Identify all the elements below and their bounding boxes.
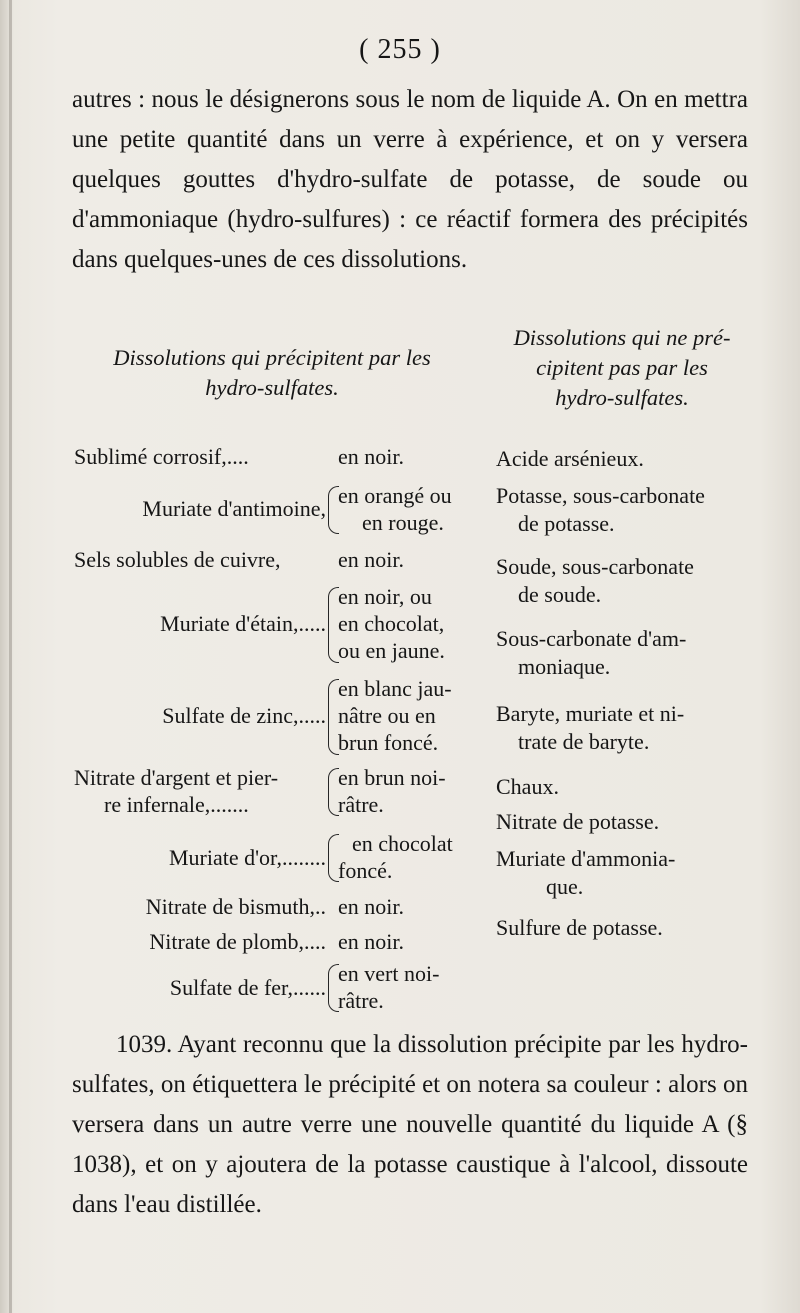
substance-label: Sulfate de fer,......: [169, 975, 326, 1000]
item-line: moniaque.: [518, 654, 611, 679]
substance-label: Sublimé corrosif,....: [74, 444, 249, 469]
non-precipitate-item: [496, 773, 756, 801]
precipitate-colour: [338, 764, 488, 818]
substance-label: [74, 764, 326, 818]
precipitate-colour: [338, 830, 488, 884]
item-line: trate de baryte.: [518, 729, 650, 754]
right-heading-line: cipitent pas par les: [536, 355, 708, 380]
substance-label: Muriate d'or,........: [168, 845, 326, 870]
result-line: râtre.: [338, 792, 384, 817]
item-line: Nitrate de potasse.: [496, 809, 660, 834]
result-line: en brun noi-: [338, 765, 446, 790]
result-line: foncé.: [338, 858, 393, 883]
non-precipitate-item: [496, 808, 756, 836]
item-line: de soude.: [518, 582, 602, 607]
left-heading-line: hydro-sulfates.: [205, 375, 339, 400]
result-line: ou en jaune.: [338, 638, 445, 663]
item-line: Chaux.: [496, 774, 559, 799]
item-line: Sous-carbonate d'am-: [496, 626, 687, 651]
result-line: en noir, ou: [338, 584, 432, 609]
item-line: Baryte, muriate et ni-: [496, 701, 685, 726]
substance-label: Sulfate de zinc,.....: [162, 703, 326, 728]
right-heading-line: Dissolutions qui ne pré-: [513, 325, 731, 350]
result-line: en chocolat: [352, 831, 453, 856]
left-column-heading: [62, 343, 482, 403]
substance-label: Muriate d'étain,.....: [160, 611, 326, 636]
non-precipitate-item: [496, 482, 756, 538]
substance-label: Nitrate de bismuth,..: [145, 894, 326, 919]
item-line: que.: [546, 874, 584, 899]
precipitate-colour: en noir.: [338, 894, 404, 919]
page-number: ( 255 ): [359, 34, 441, 65]
non-precipitate-item: [496, 845, 756, 901]
precipitate-colour: en noir.: [338, 444, 404, 469]
result-line: en chocolat,: [338, 611, 445, 636]
right-column-heading: [488, 323, 756, 413]
precipitate-colour: en noir.: [338, 929, 404, 954]
section-1039-paragraph: 1039. Ayant reconnu que la dissolution précipite par les hydro-sulfates, on étiquettera le précipité et on notera sa couleur : alors on versera dans un autre verre une nouvelle quantité du liquide A (§ 1038), et on y ajoutera de la potasse caustique à l'alcool, dissoute dans l'eau distillée.: [72, 1031, 748, 1218]
non-precipitate-item: [496, 553, 756, 609]
result-line: nâtre ou en: [338, 703, 436, 728]
left-heading-line: Dissolutions qui précipitent par les: [113, 345, 431, 370]
item-line: Potasse, sous-carbonate: [496, 483, 705, 508]
non-precipitate-item: [496, 914, 756, 942]
item-line: Muriate d'ammonia-: [496, 846, 676, 871]
substance-line: Nitrate d'argent et pier-: [74, 765, 279, 790]
item-line: Soude, sous-carbonate: [496, 554, 694, 579]
non-precipitate-item: [496, 625, 756, 681]
page-gutter: [9, 0, 12, 1313]
result-line: râtre.: [338, 988, 384, 1013]
item-line: Sulfure de potasse.: [496, 915, 663, 940]
item-line: de potasse.: [518, 511, 615, 536]
non-precipitate-item: [496, 700, 756, 756]
right-heading-line: hydro-sulfates.: [555, 385, 689, 410]
substance-label: Sels solubles de cuivre,: [74, 547, 281, 572]
substance-label: Muriate d'antimoine,: [142, 496, 326, 521]
result-line: en blanc jau-: [338, 676, 452, 701]
substance-line: re infernale,.......: [104, 792, 249, 817]
result-line: en vert noi-: [338, 961, 440, 986]
substance-label: Nitrate de plomb,....: [149, 929, 326, 954]
item-line: Acide arsénieux.: [496, 446, 644, 471]
precipitate-colour: [338, 960, 488, 1014]
precipitate-colour: [338, 583, 488, 664]
non-precipitate-item: [496, 445, 756, 473]
result-line: brun foncé.: [338, 730, 439, 755]
precipitate-colour: en noir.: [338, 547, 404, 572]
intro-paragraph: autres : nous le désignerons sous le nom de liquide A. On en mettra une petite quantité dans un verre à expérience, et on y versera quelques gouttes d'hydro-sulfate de potasse, de soude ou d'ammoniaque (hydro-sulfures) : ce réactif formera des précipités dans quelques-unes de ces dissolutions.: [72, 86, 748, 273]
result-line: en orangé ou: [338, 483, 452, 508]
result-line: en rouge.: [362, 510, 444, 535]
precipitate-colour: [338, 675, 488, 756]
precipitate-colour: [338, 482, 488, 536]
